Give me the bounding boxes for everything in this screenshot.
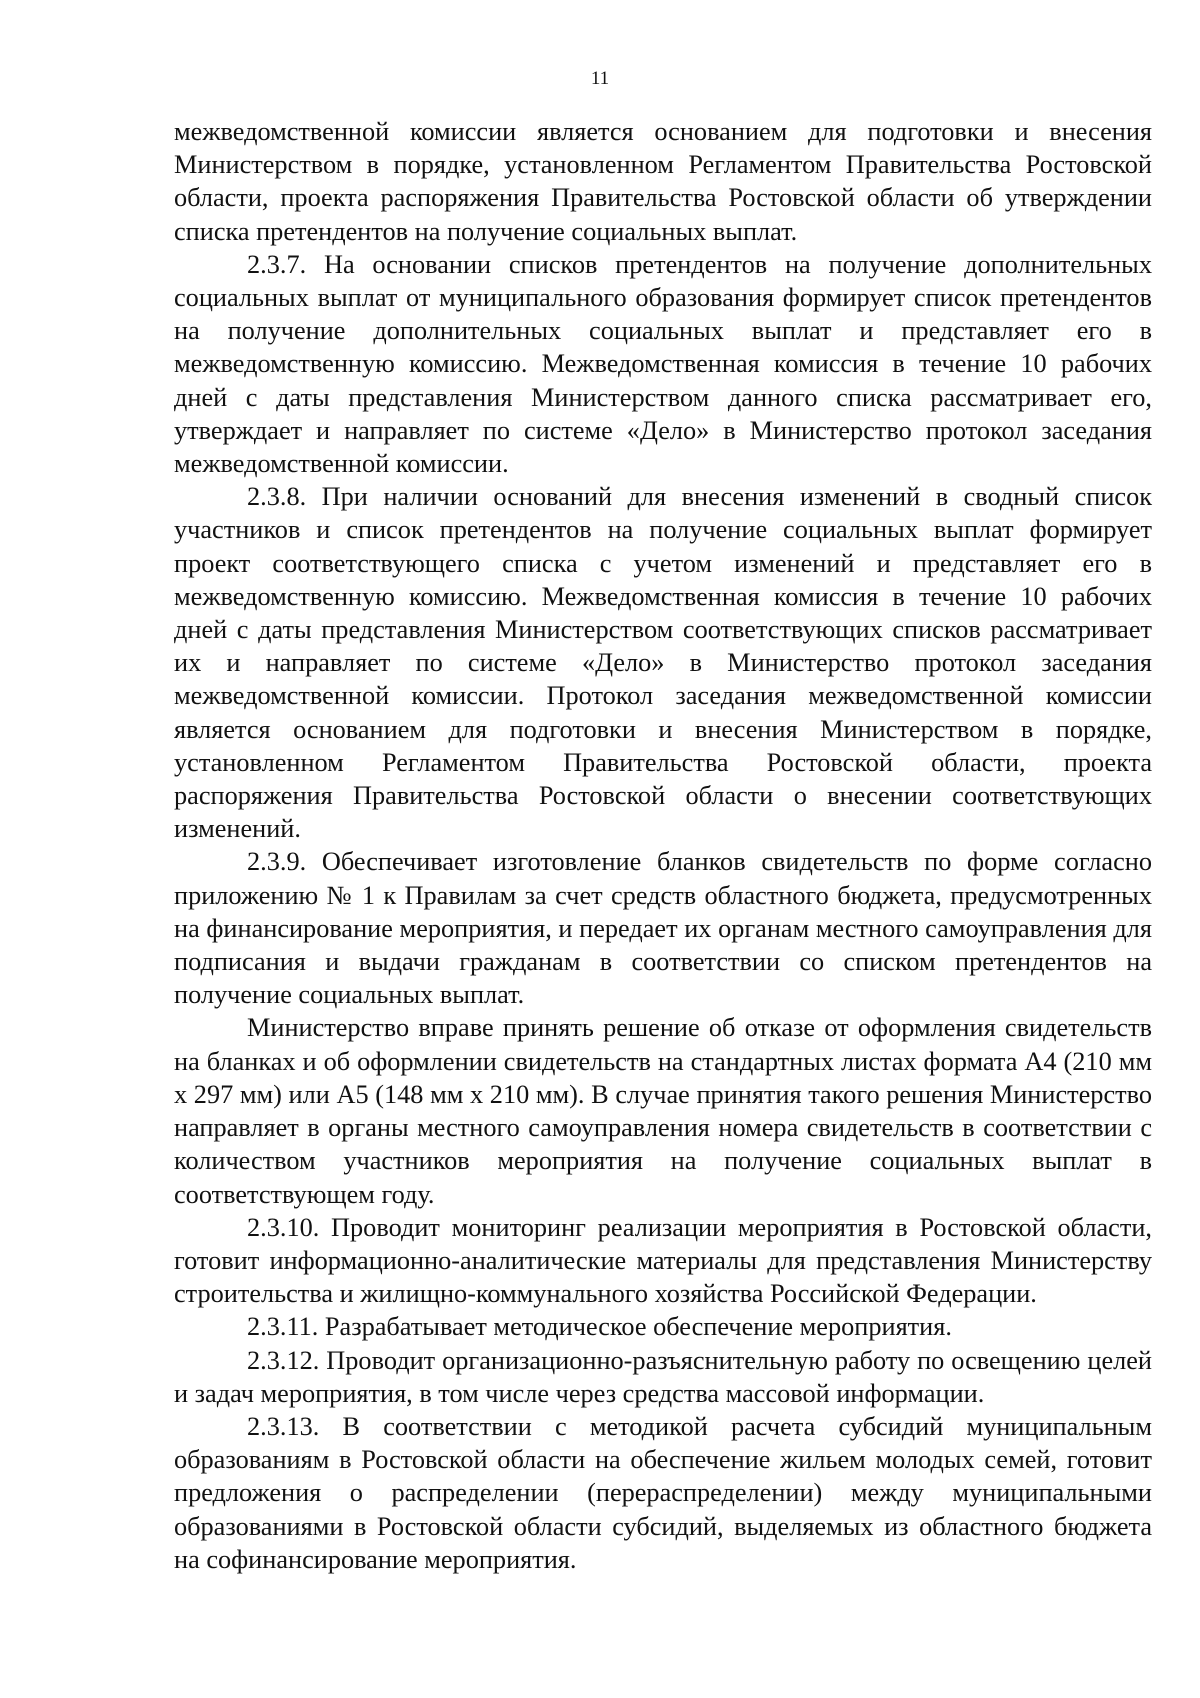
- paragraph-2-3-10: 2.3.10. Проводит мониторинг реализации мероприятия в Ростовской области, готовит информационно-аналитические материалы для представления Министерству строительства и жилищно-коммунального хозяйства Российской Федерации.: [174, 1212, 1152, 1309]
- paragraph-2-3-9: 2.3.9. Обеспечивает изготовление бланков свидетельств по форме согласно приложению № 1 к Правилам за счет средств областного бюджета, предусмотренных на финансирование мероприятия, и передает их органам местного самоуправления для подписания и выдачи гражданам в соответствии со списком претендентов на получение социальных выплат.: [174, 847, 1152, 1010]
- paragraph-2-3-8: 2.3.8. При наличии оснований для внесения изменений в сводный список участников и список претендентов на получение социальных выплат формирует проект соответствующего списка с учетом изменений и представляет его в межведомственную комиссию. Межведомственная комиссия в течение 10 рабочих дней с даты представления Министерством соответствующих списков рассматривает их и направляет по системе «Дело» в Министерство протокол заседания межведомственной комиссии. Протокол заседания межведомственной комиссии является основанием для подготовки и внесения Министерством в порядке, установленном Регламентом Правительства Ростовской области, проекта распоряжения Правительства Ростовской области о внесении соответствующих изменений.: [174, 482, 1152, 844]
- paragraph-2-3-7: 2.3.7. На основании списков претендентов на получение дополнительных социальных выплат от муниципального образования формирует список претендентов на получение дополнительных социальных выплат и представляет его в межведомственную комиссию. Межведомственная комиссия в течение 10 рабочих дней с даты представления Министерством данного списка рассматривает его, утверждает и направляет по системе «Дело» в Министерство протокол заседания межведомственной комиссии.: [174, 249, 1152, 479]
- paragraph-continuation: межведомственной комиссии является основанием для подготовки и внесения Министерством в порядке, установленном Регламентом Правительства Ростовской области, проекта распоряжения Правительства Ростовской области об утверждении списка претендентов на получение социальных выплат.: [174, 117, 1152, 246]
- paragraph-2-3-13: 2.3.13. В соответствии с методикой расчета субсидий муниципальным образованиям в Ростовской области на обеспечение жильем молодых семей, готовит предложения о распределении (перераспределении) между муниципальными образованиями в Ростовской области субсидий, выделяемых из областного бюджета на софинансирование мероприятия.: [174, 1411, 1152, 1574]
- document-body: [174, 115, 1152, 1576]
- paragraph-2-3-11: 2.3.11. Разрабатывает методическое обеспечение мероприятия.: [247, 1312, 952, 1342]
- page-number: 11: [590, 68, 610, 89]
- paragraph-ministry-right: Министерство вправе принять решение об отказе от оформления свидетельств на бланках и об оформлении свидетельств на стандартных листах формата А4 (210 мм x 297 мм) или А5 (148 мм x 210 мм). В случае принятия такого решения Министерство направляет в органы местного самоуправления номера свидетельств в соответствии с количеством участников мероприятия на получение социальных выплат в соответствующем году.: [174, 1013, 1152, 1209]
- paragraph-2-3-12: 2.3.12. Проводит организационно-разъяснительную работу по освещению целей и задач мероприятия, в том числе через средства массовой информации.: [174, 1345, 1152, 1408]
